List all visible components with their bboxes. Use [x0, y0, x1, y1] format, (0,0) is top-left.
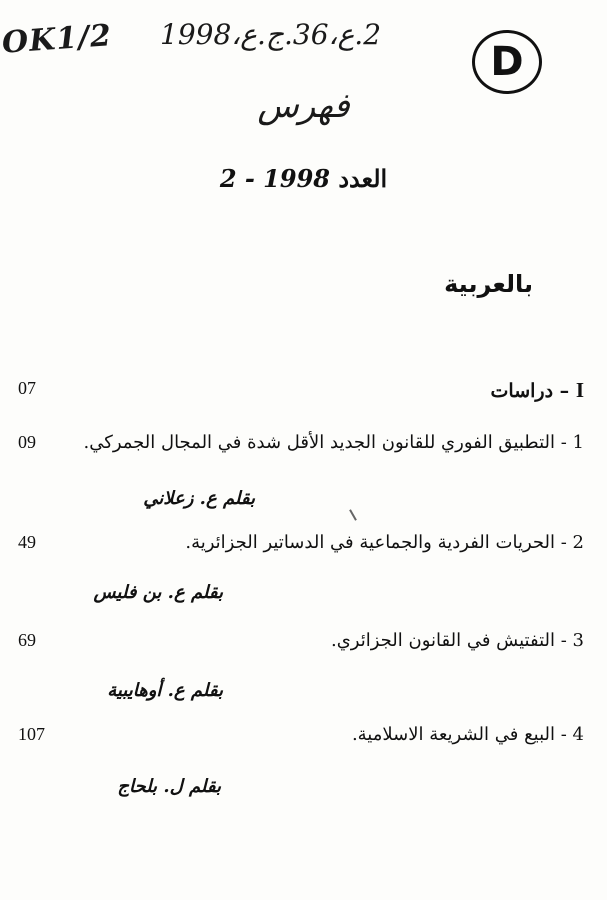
issue-number: 2 - 1998 [219, 164, 330, 193]
entry-page-number: 69 [18, 630, 36, 650]
entry-author: بقلم ل. بلحاج [117, 776, 221, 797]
entry-title: التطبيق الفوري للقانون الجديد الأقل شدة في المجال الجمركي. [83, 432, 555, 453]
issue-label: العدد [338, 164, 388, 193]
entry-author: بقلم ع. بن فليس [93, 582, 223, 603]
entry-number: 3 - [560, 630, 584, 651]
page-title: فهرس [257, 86, 350, 126]
section-title: – دراسات [490, 380, 570, 402]
entry-title-wrap [352, 724, 584, 745]
entry-page-number: 49 [18, 532, 36, 552]
entry-number: 1 - [560, 432, 584, 453]
section-page-number: 07 [18, 378, 36, 398]
entry-title: البيع في الشريعة الاسلامية. [351, 724, 555, 745]
entry-title: التفتيش في القانون الجزائري. [331, 630, 555, 651]
issue-line [0, 164, 607, 193]
section-numeral: I [575, 378, 584, 402]
entry-number: 2 - [560, 532, 584, 553]
entry-number: 4 - [560, 724, 584, 745]
stray-mark [349, 509, 357, 520]
circled-letter-stamp: D [472, 30, 542, 94]
entry-title-wrap [185, 532, 584, 553]
entry-author: بقلم ع. زعلاني [143, 488, 255, 509]
handwritten-reference: 2.ع،36.ج.ع،1998 [160, 18, 382, 51]
handwritten-code: OK1/2 [0, 18, 114, 61]
section-title-wrap [491, 378, 584, 403]
entry-page-number: 107 [18, 724, 45, 744]
entry-page-number: 09 [18, 432, 36, 452]
entry-title-wrap [331, 630, 584, 651]
language-heading: بالعربية [444, 270, 533, 298]
entry-title: الحريات الفردية والجماعية في الدساتير الجزائرية. [185, 532, 555, 553]
entry-title-wrap [84, 432, 584, 453]
entry-author: بقلم ع. أوهايبية [107, 680, 223, 701]
